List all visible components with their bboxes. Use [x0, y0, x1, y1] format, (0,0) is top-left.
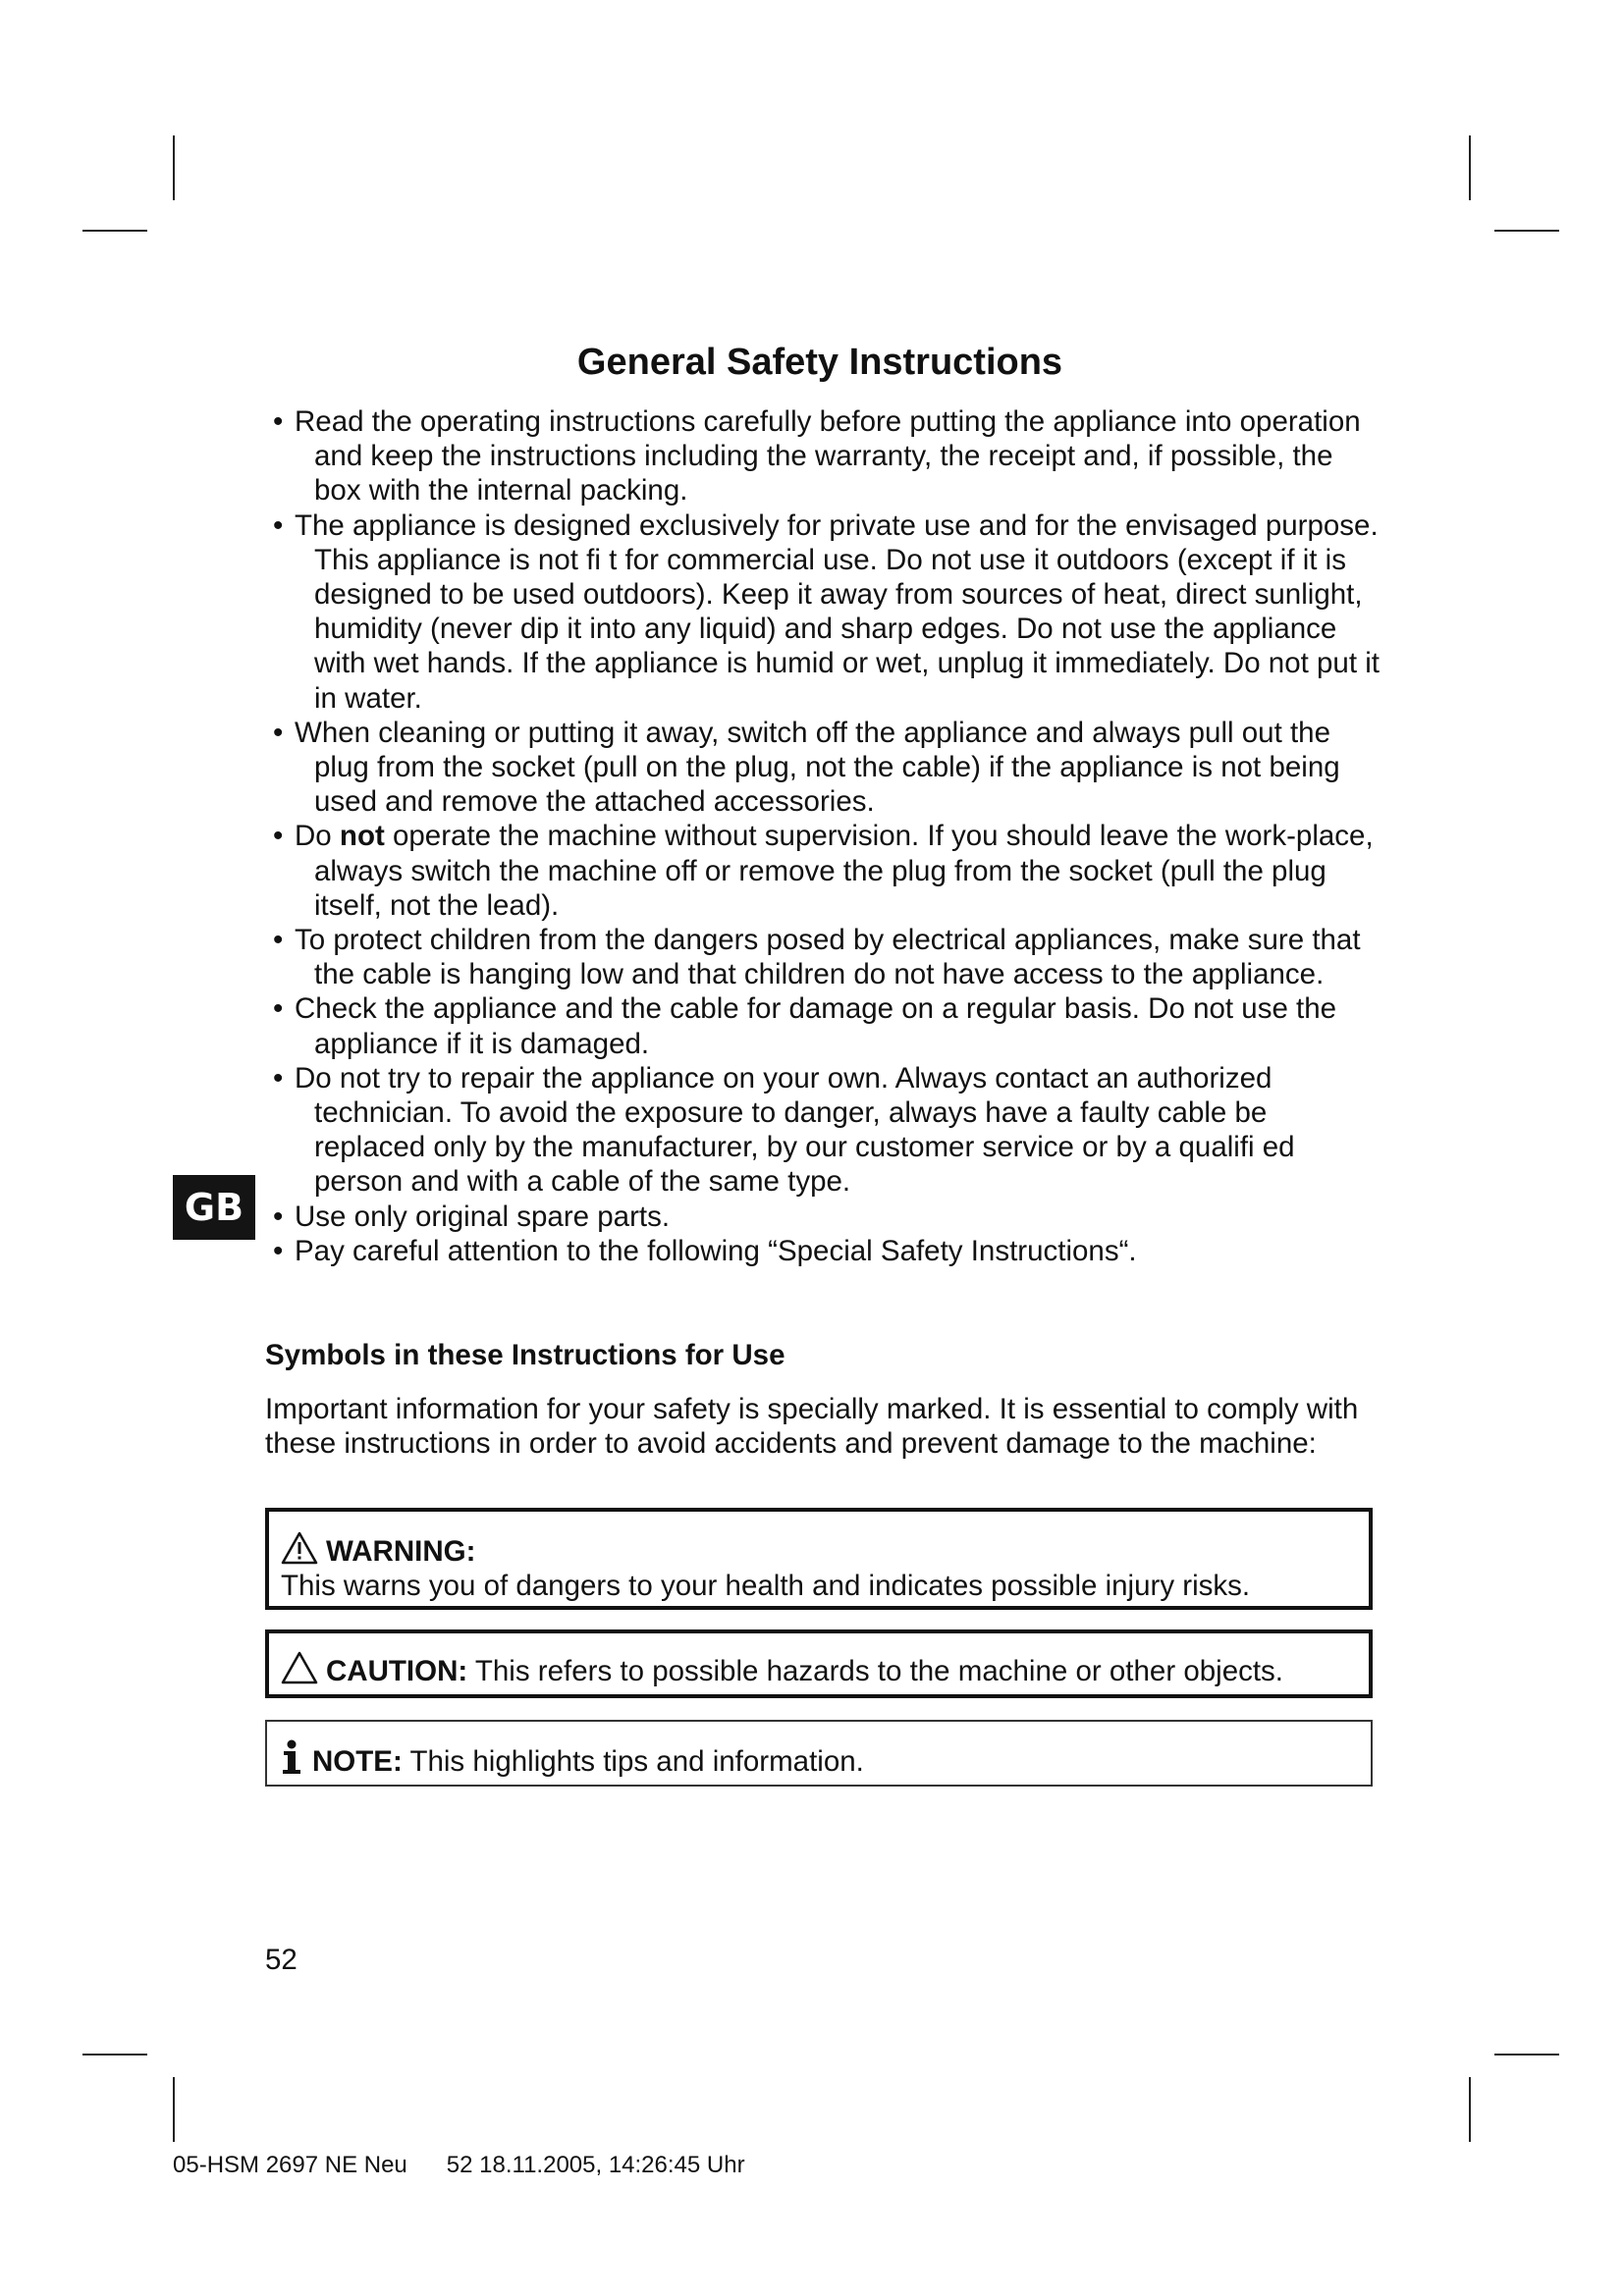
warning-box [265, 1508, 1373, 1610]
crop-mark [1469, 2077, 1471, 2142]
note-label: NOTE: [312, 1745, 403, 1778]
warning-label: WARNING: [326, 1535, 476, 1568]
page-number: 52 [265, 1944, 298, 1976]
caution-text: This refers to possible hazards to the machine or other objects. [467, 1655, 1283, 1687]
list-item: • Read the operating instructions carefully before putting the appliance into operation and keep the instructions including the warranty, the receipt and, if possible, the box with the internal packing. [273, 405, 1361, 507]
symbols-heading: Symbols in these Instructions for Use [265, 1339, 785, 1371]
symbols-intro: Important information for your safety is specially marked. It is essential to comply with these instructions in order to avoid accidents and prevent damage to the machine: [265, 1393, 1359, 1461]
crop-mark [1494, 230, 1559, 232]
footer-file: 05-HSM 2697 NE Neu [173, 2152, 407, 2178]
caution-triangle-icon [281, 1651, 318, 1684]
note-box [265, 1720, 1373, 1787]
list-item: • To protect children from the dangers posed by electrical appliances, make sure that the cable is hanging low and that children do not have access to the appliance. [273, 924, 1361, 991]
note-text: This highlights tips and information. [402, 1745, 864, 1778]
info-icon [281, 1739, 302, 1775]
caution-box [265, 1629, 1373, 1698]
crop-mark [173, 135, 175, 200]
warning-text: This warns you of dangers to your health and indicates possible injury risks. [281, 1570, 1251, 1602]
list-item: • Pay careful attention to the following “Special Safety Instructions“. [273, 1234, 1137, 1267]
footer-timestamp: 52 18.11.2005, 14:26:45 Uhr [446, 2152, 745, 2178]
caution-label: CAUTION: [326, 1655, 468, 1687]
list-item: • Do not try to repair the appliance on your own. Always contact an authorized technician. To avoid the exposure to danger, always have a faulty cable be replaced only by the manufacturer, by our customer service or by a qualifi ed person and with a cable of the same type. [273, 1061, 1295, 1199]
print-footer [173, 2152, 745, 2179]
crop-mark [82, 230, 147, 232]
list-item: • When cleaning or putting it away, switch off the appliance and always pull out the plug from the socket (pull on the plug, not the cable) if the appliance is not being used and remove the attached accessories. [273, 716, 1340, 819]
crop-mark [82, 2054, 147, 2056]
list-item: • Use only original spare parts. [273, 1200, 671, 1233]
page-title: General Safety Instructions [576, 342, 1063, 383]
warning-triangle-icon [281, 1531, 318, 1565]
list-item: • The appliance is designed exclusively for private use and for the envisaged purpose. This appliance is not fi t for commercial use. Do not use it outdoors (except if it is designed to be used outdoors). Keep it away from sources of heat, direct sunlight, humidity (never dip it into any liquid) and sharp edges. Do not use the appliance with wet hands. If the appliance is humid or wet, unplug it immediately. Do not put it in water. [273, 508, 1380, 715]
crop-mark [1469, 135, 1471, 200]
safety-instructions-list [265, 404, 1384, 1268]
crop-mark [1494, 2054, 1559, 2056]
list-item: • Check the appliance and the cable for damage on a regular basis. Do not use the appliance if it is damaged. [273, 992, 1337, 1060]
list-item: • Do not operate the machine without supervision. If you should leave the work-place, always switch the machine off or remove the plug from the socket (pull the plug itself, not the lead). [273, 820, 1374, 922]
crop-mark [173, 2077, 175, 2142]
language-tab: GB [173, 1175, 255, 1240]
